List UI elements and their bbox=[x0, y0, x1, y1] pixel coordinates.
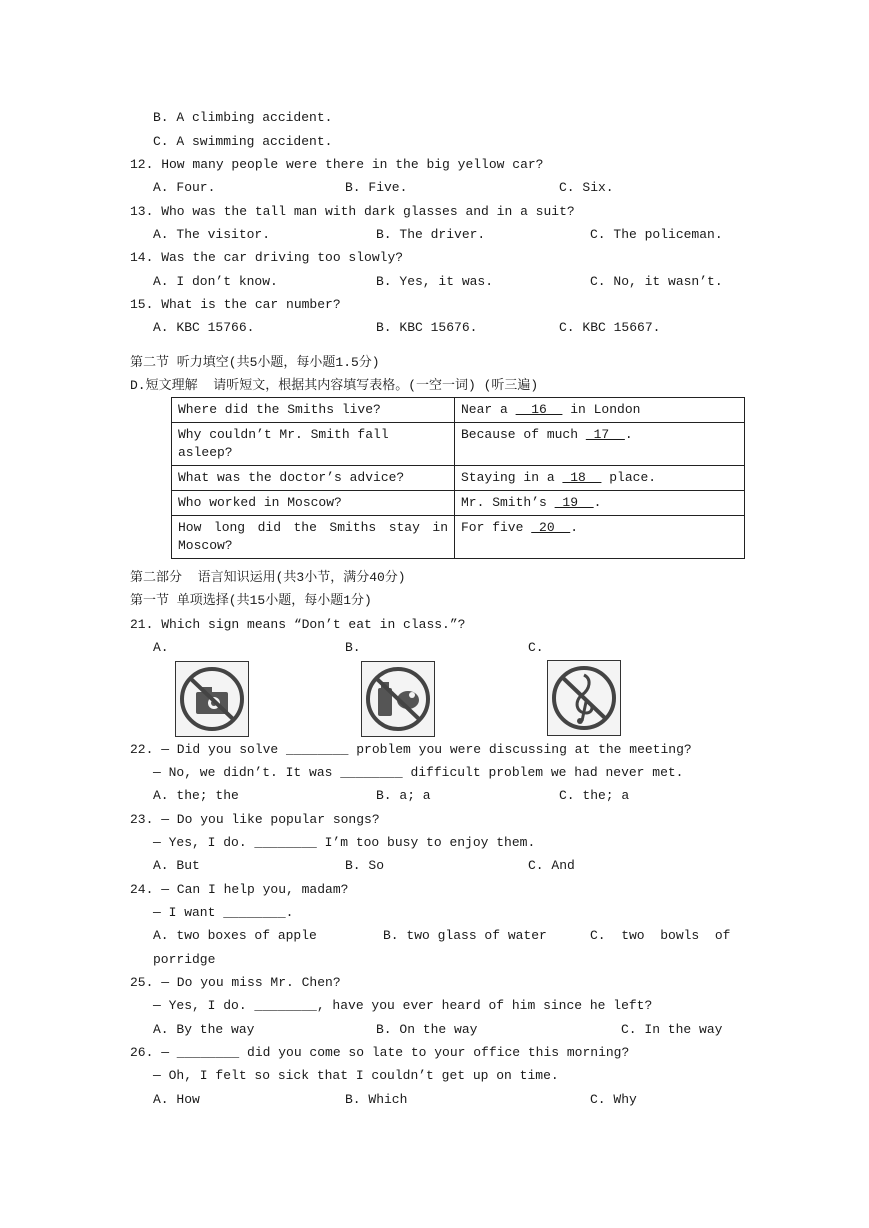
answer-prefix: Near a bbox=[461, 402, 516, 417]
q25-line2: — Yes, I do. ________, have you ever heard of him since he left? bbox=[153, 998, 653, 1013]
table-question: Where did the Smiths live? bbox=[172, 398, 455, 423]
q22-option-c: C. the; a bbox=[559, 788, 630, 803]
table-question: What was the doctor’s advice? bbox=[172, 466, 455, 491]
fill-in-table bbox=[171, 397, 745, 559]
table-row bbox=[172, 398, 745, 423]
answer-blank-16: 16 bbox=[515, 402, 563, 417]
q23-option-b: B. So bbox=[345, 858, 385, 873]
table-question: How long did the Smiths stay in Moscow? bbox=[172, 516, 455, 559]
answer-suffix: . bbox=[570, 520, 579, 535]
q24-stem: 24. — Can I help you, madam? bbox=[130, 882, 349, 897]
q26-line2: — Oh, I felt so sick that I couldn’t get up on time. bbox=[153, 1068, 559, 1083]
answer-prefix: For five bbox=[461, 520, 532, 535]
section2-heading: 第二节 听力填空(共5小题，每小题1.5分) bbox=[130, 355, 380, 370]
q12-stem: 12. How many people were there in the big yellow car? bbox=[130, 157, 544, 172]
answer-suffix: in London bbox=[562, 402, 641, 417]
table-answer bbox=[455, 423, 745, 466]
q22-option-b: B. a; a bbox=[376, 788, 431, 803]
answer-blank-19: 19 bbox=[554, 495, 594, 510]
answer-prefix: Staying in a bbox=[461, 470, 563, 485]
part2-heading: 第二部分 语言知识运用(共3小节，满分40分) bbox=[130, 570, 406, 585]
table-answer bbox=[455, 516, 745, 559]
q12-option-a: A. Four. bbox=[153, 180, 216, 195]
q21-option-a: A. bbox=[153, 640, 169, 655]
answer-suffix: place. bbox=[601, 470, 657, 485]
table-answer bbox=[455, 491, 745, 516]
table-answer bbox=[455, 398, 745, 423]
q11-option-c: C. A swimming accident. bbox=[153, 134, 333, 149]
answer-blank-17: 17 bbox=[585, 427, 625, 442]
q22-stem: 22. — Did you solve ________ problem you were discussing at the meeting? bbox=[130, 742, 692, 757]
q25-stem: 25. — Do you miss Mr. Chen? bbox=[130, 975, 341, 990]
q23-option-a: A. But bbox=[153, 858, 200, 873]
no-music-icon bbox=[548, 661, 620, 735]
q23-line2: — Yes, I do. ________ I’m too busy to enjoy them. bbox=[153, 835, 536, 850]
q13-option-a: A. The visitor. bbox=[153, 227, 271, 242]
q26-option-c: C. Why bbox=[590, 1092, 637, 1107]
q24-option-c-continued: porridge bbox=[153, 952, 216, 967]
q23-option-c: C. And bbox=[528, 858, 575, 873]
answer-suffix: . bbox=[624, 427, 633, 442]
answer-suffix: . bbox=[593, 495, 602, 510]
sign-c-no-music bbox=[547, 660, 621, 736]
q15-option-c: C. KBC 15667. bbox=[559, 320, 661, 335]
part2-section1-heading: 第一节 单项选择(共15小题，每小题1分) bbox=[130, 593, 372, 608]
q21-option-b: B. bbox=[345, 640, 361, 655]
table-row bbox=[172, 516, 745, 559]
q12-option-b: B. Five. bbox=[345, 180, 408, 195]
q13-stem: 13. Who was the tall man with dark glasses and in a suit? bbox=[130, 204, 575, 219]
q22-line2: — No, we didn’t. It was ________ difficult problem we had never met. bbox=[153, 765, 684, 780]
answer-prefix: Because of much bbox=[461, 427, 586, 442]
sectionD-heading: D.短文理解 请听短文，根据其内容填写表格。(一空一词) (听三遍) bbox=[130, 378, 539, 393]
q13-option-c: C. The policeman. bbox=[590, 227, 723, 242]
no-camera-icon bbox=[176, 662, 248, 736]
q14-option-b: B. Yes, it was. bbox=[376, 274, 494, 289]
q21-option-c: C. bbox=[528, 640, 544, 655]
q26-option-b: B. Which bbox=[345, 1092, 408, 1107]
q21-stem: 21. Which sign means “Don’t eat in class.”? bbox=[130, 617, 466, 632]
q26-option-a: A. How bbox=[153, 1092, 200, 1107]
q14-option-a: A. I don’t know. bbox=[153, 274, 278, 289]
table-row bbox=[172, 491, 745, 516]
answer-blank-20: 20 bbox=[531, 520, 571, 535]
q14-stem: 14. Was the car driving too slowly? bbox=[130, 250, 404, 265]
q23-stem: 23. — Do you like popular songs? bbox=[130, 812, 380, 827]
q15-stem: 15. What is the car number? bbox=[130, 297, 341, 312]
table-row bbox=[172, 423, 745, 466]
table-question: Why couldn’t Mr. Smith fall asleep? bbox=[172, 423, 455, 466]
q24-option-b: B. two glass of water bbox=[383, 928, 547, 943]
q15-option-b: B. KBC 15676. bbox=[376, 320, 478, 335]
sign-a-no-camera bbox=[175, 661, 249, 737]
q15-option-a: A. KBC 15766. bbox=[153, 320, 255, 335]
q13-option-b: B. The driver. bbox=[376, 227, 486, 242]
table-question: Who worked in Moscow? bbox=[172, 491, 455, 516]
q24-option-a: A. two boxes of apple bbox=[153, 928, 317, 943]
table-row bbox=[172, 466, 745, 491]
q25-option-a: A. By the way bbox=[153, 1022, 255, 1037]
answer-prefix: Mr. Smith’s bbox=[461, 495, 555, 510]
q22-option-a: A. the; the bbox=[153, 788, 239, 803]
answer-blank-18: 18 bbox=[562, 470, 602, 485]
q11-option-b: B. A climbing accident. bbox=[153, 110, 333, 125]
q14-option-c: C. No, it wasn’t. bbox=[590, 274, 723, 289]
q24-line2: — I want ________. bbox=[153, 905, 294, 920]
no-eating-icon bbox=[362, 662, 434, 736]
sign-b-no-eating bbox=[361, 661, 435, 737]
q24-option-c: C. two bowls of bbox=[590, 928, 731, 943]
q12-option-c: C. Six. bbox=[559, 180, 614, 195]
table-answer bbox=[455, 466, 745, 491]
q25-option-c: C. In the way bbox=[621, 1022, 723, 1037]
q26-stem: 26. — ________ did you come so late to your office this morning? bbox=[130, 1045, 630, 1060]
q25-option-b: B. On the way bbox=[376, 1022, 478, 1037]
